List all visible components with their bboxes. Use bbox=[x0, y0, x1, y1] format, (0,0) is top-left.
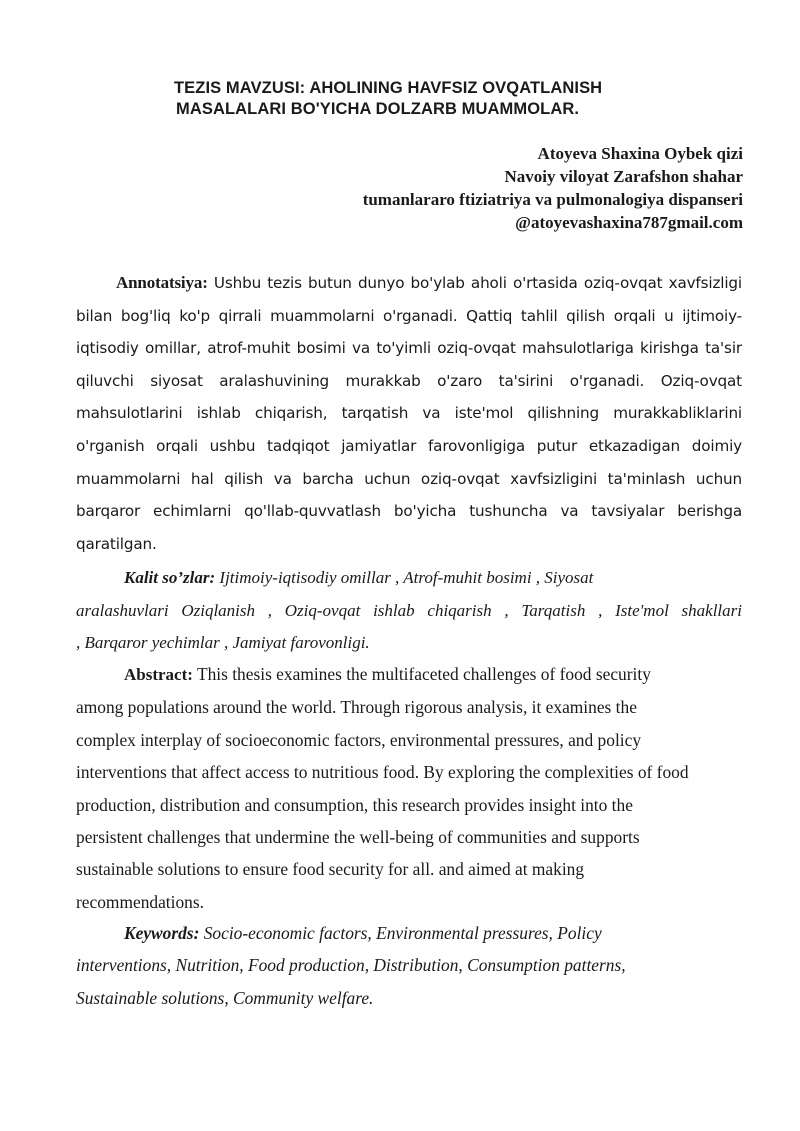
abstract-en-line: among populations around the world. Through rigorous analysis, it examines the bbox=[76, 697, 637, 718]
annotation-uz-line: iqtisodiy omillar, atrof-muhit bosimi va to'yimli oziq-ovqat mahsulotlariga kirishga ta'sir bbox=[76, 339, 742, 358]
author-email: @atoyevashaxina787gmail.com bbox=[515, 213, 743, 232]
abstract-en-line: production, distribution and consumption, this research provides insight into the bbox=[76, 794, 633, 815]
author-block bbox=[363, 142, 743, 234]
keywords-en-label: Keywords: bbox=[124, 923, 200, 943]
abstract-en-paragraph bbox=[76, 658, 742, 918]
keywords-en-line: Sustainable solutions, Community welfare. bbox=[76, 987, 374, 1008]
abstract-en-line: sustainable solutions to ensure food security for all. and aimed at making bbox=[76, 859, 585, 880]
abstract-en-line: recommendations. bbox=[76, 891, 204, 912]
abstract-en-line: complex interplay of socioeconomic factors, environmental pressures, and policy bbox=[76, 729, 642, 750]
keywords-en-paragraph bbox=[76, 917, 742, 1014]
title-line-1: TEZIS MAVZUSI: AHOLINING HAVFSIZ OVQATLANISH bbox=[174, 79, 603, 97]
annotation-uz-label: Annotatsiya: bbox=[116, 273, 208, 292]
keywords-uz-line: Kalit so’zlar: Ijtimoiy-iqtisodiy omillar , Atrof-muhit bosimi , Siyosat bbox=[124, 568, 594, 587]
annotation-uz-line: o'rganish orqali ushbu tadqiqot jamiyatlar farovonligiga putur etkazadigan doimiy bbox=[76, 436, 742, 455]
annotation-uz-line: qaratilgan. bbox=[76, 534, 157, 553]
abstract-en-line: interventions that affect access to nutritious food. By exploring the complexities of food bbox=[76, 762, 689, 783]
author-name: Atoyeva Shaxina Oybek qizi bbox=[537, 144, 743, 163]
keywords-uz-label: Kalit so’zlar: bbox=[124, 568, 216, 587]
abstract-en-line: persistent challenges that undermine the well-being of communities and supports bbox=[76, 827, 640, 848]
author-institution: tumanlararo ftiziatriya va pulmonalogiya dispanseri bbox=[362, 190, 743, 209]
annotation-uz-line: qiluvchi siyosat aralashuvining murakkab o'zaro ta'sirini o'rganadi. Oziq-ovqat bbox=[76, 371, 742, 390]
abstract-en-label: Abstract: bbox=[124, 665, 193, 684]
annotation-uz-line: bilan bog'liq ko'p qirrali muammolarni o'rganadi. Qattiq tahlil qilish orqali u ijtimoiy- bbox=[76, 306, 742, 325]
annotation-uz-line: Annotatsiya: Ushbu tezis butun dunyo bo'ylab aholi o'rtasida oziq-ovqat xavfsizligi bbox=[116, 273, 742, 292]
annotation-uz-paragraph bbox=[76, 267, 742, 560]
keywords-en-line: Keywords: Socio-economic factors, Environmental pressures, Policy bbox=[124, 923, 602, 943]
thesis-title bbox=[174, 78, 734, 120]
keywords-uz-line: aralashuvlari Oziqlanish , Oziq-ovqat ishlab chiqarish , Tarqatish , Iste'mol shakllari bbox=[76, 600, 742, 620]
annotation-uz-line: barqaror echimlarni qo'llab-quvvatlash bo'yicha tushuncha va tavsiyalar berishga bbox=[76, 502, 742, 521]
title-line-2: MASALALARI BO'YICHA DOLZARB MUAMMOLAR. bbox=[176, 100, 580, 118]
author-location: Navoiy viloyat Zarafshon shahar bbox=[504, 167, 743, 186]
annotation-uz-line: muammolarni hal qilish va barcha uchun oziq-ovqat xavfsizligini ta'minlash uchun bbox=[76, 469, 742, 488]
keywords-uz-paragraph bbox=[76, 562, 742, 660]
abstract-en-line: Abstract: This thesis examines the multifaceted challenges of food security bbox=[124, 664, 651, 684]
keywords-en-line: interventions, Nutrition, Food production, Distribution, Consumption patterns, bbox=[76, 955, 626, 976]
keywords-uz-line: , Barqaror yechimlar , Jamiyat farovonligi. bbox=[76, 633, 370, 653]
annotation-uz-line: mahsulotlarini ishlab chiqarish, tarqatish va iste'mol qilishning murakkabliklarini bbox=[76, 404, 742, 423]
